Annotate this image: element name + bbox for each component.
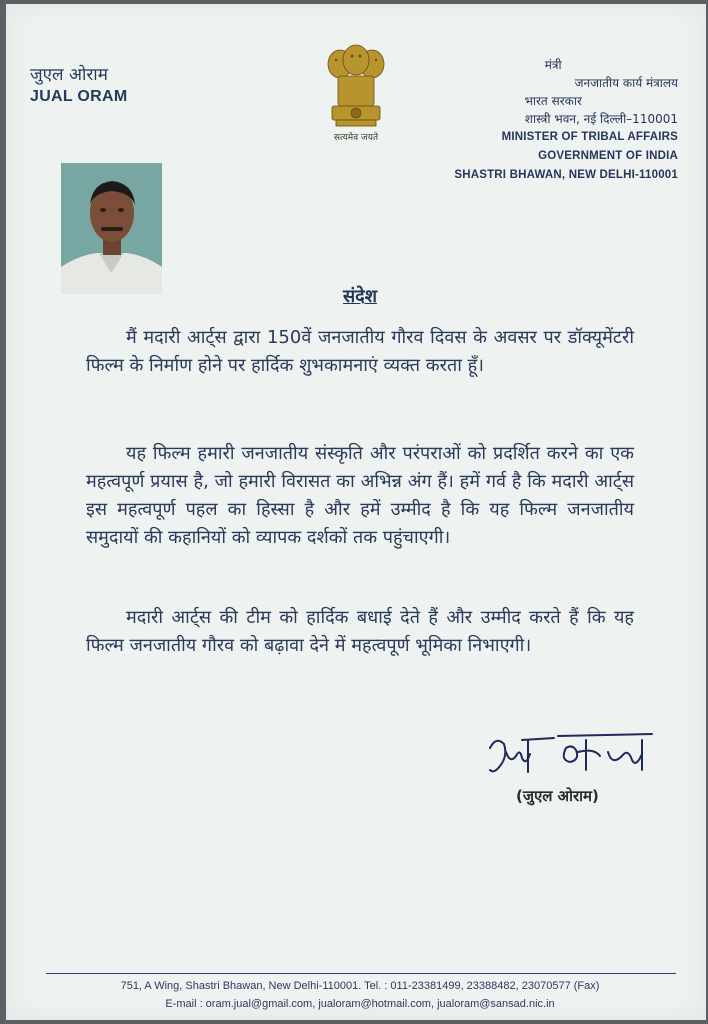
footer-email: E-mail : oram.jual@gmail.com, jualoram@hotmail.com, jualoram@sansad.nic.in bbox=[165, 998, 555, 1010]
office-english-line: SHASTRI BHAWAN, NEW DELHI-110001 bbox=[454, 169, 678, 181]
office-english-line: MINISTER OF TRIBAL AFFAIRS bbox=[501, 131, 678, 143]
heading-text: संदेश bbox=[343, 286, 377, 307]
office-address-block bbox=[454, 56, 678, 185]
letter-paragraph bbox=[86, 604, 634, 660]
minister-name-english: JUAL ORAM bbox=[30, 88, 128, 105]
letter-page bbox=[6, 4, 706, 1020]
emblem-motto: सत्यमेव जयते bbox=[333, 133, 379, 143]
handwritten-signature bbox=[482, 726, 662, 786]
office-english-line: GOVERNMENT OF INDIA bbox=[538, 150, 678, 162]
office-hindi-line: मंत्री bbox=[544, 58, 562, 72]
paragraph-text: मदारी आर्ट्स की टीम को हार्दिक बधाई देते हैं और उम्मीद करते हैं कि यह फिल्म जनजातीय गौरव को बढ़ावा देने में महत्वपूर्ण भूमिका निभाएगी। bbox=[86, 607, 634, 656]
office-hindi-line: शास्त्री भवन, नई दिल्ली–110001 bbox=[524, 112, 678, 126]
letter-paragraph bbox=[86, 440, 634, 552]
minister-photo bbox=[61, 163, 162, 294]
signatory-name: (जुएल ओराम) bbox=[516, 787, 599, 805]
letter-paragraph bbox=[86, 324, 634, 380]
footer-divider bbox=[46, 973, 676, 974]
minister-name-hindi: जुएल ओराम bbox=[30, 65, 108, 85]
paragraph-text: यह फिल्म हमारी जनजातीय संस्कृति और परंपराओं को प्रदर्शित करने का एक महत्वपूर्ण प्रयास है, जो हमारी विरासत का अभिन्न अंग हैं। हमें गर्व है कि मदारी आर्ट्स इस महत्वपूर्ण पहल का हिस्सा है और हमें उम्मीद है कि यह फिल्म जनजातीय समुदायों की कहानियों को व्यापक दर्शकों तक पहुंचाएगी। bbox=[86, 443, 634, 548]
paragraph-text: मैं मदारी आर्ट्स द्वारा 150वें जनजातीय गौरव दिवस के अवसर पर डॉक्यूमेंटरी फिल्म के निर्माण होने पर हार्दिक शुभकामनाएं व्यक्त करता हूँ। bbox=[86, 327, 634, 376]
office-hindi-line: जनजातीय कार्य मंत्रालय bbox=[574, 76, 678, 90]
portrait-image bbox=[61, 163, 162, 294]
office-hindi-line: भारत सरकार bbox=[524, 94, 582, 108]
national-emblem-icon bbox=[320, 42, 392, 142]
footer-address: 751, A Wing, Shastri Bhawan, New Delhi-110001. Tel. : 011-23381499, 23388482, 23070577 (Fax) bbox=[120, 980, 600, 992]
letter-heading bbox=[6, 284, 708, 308]
